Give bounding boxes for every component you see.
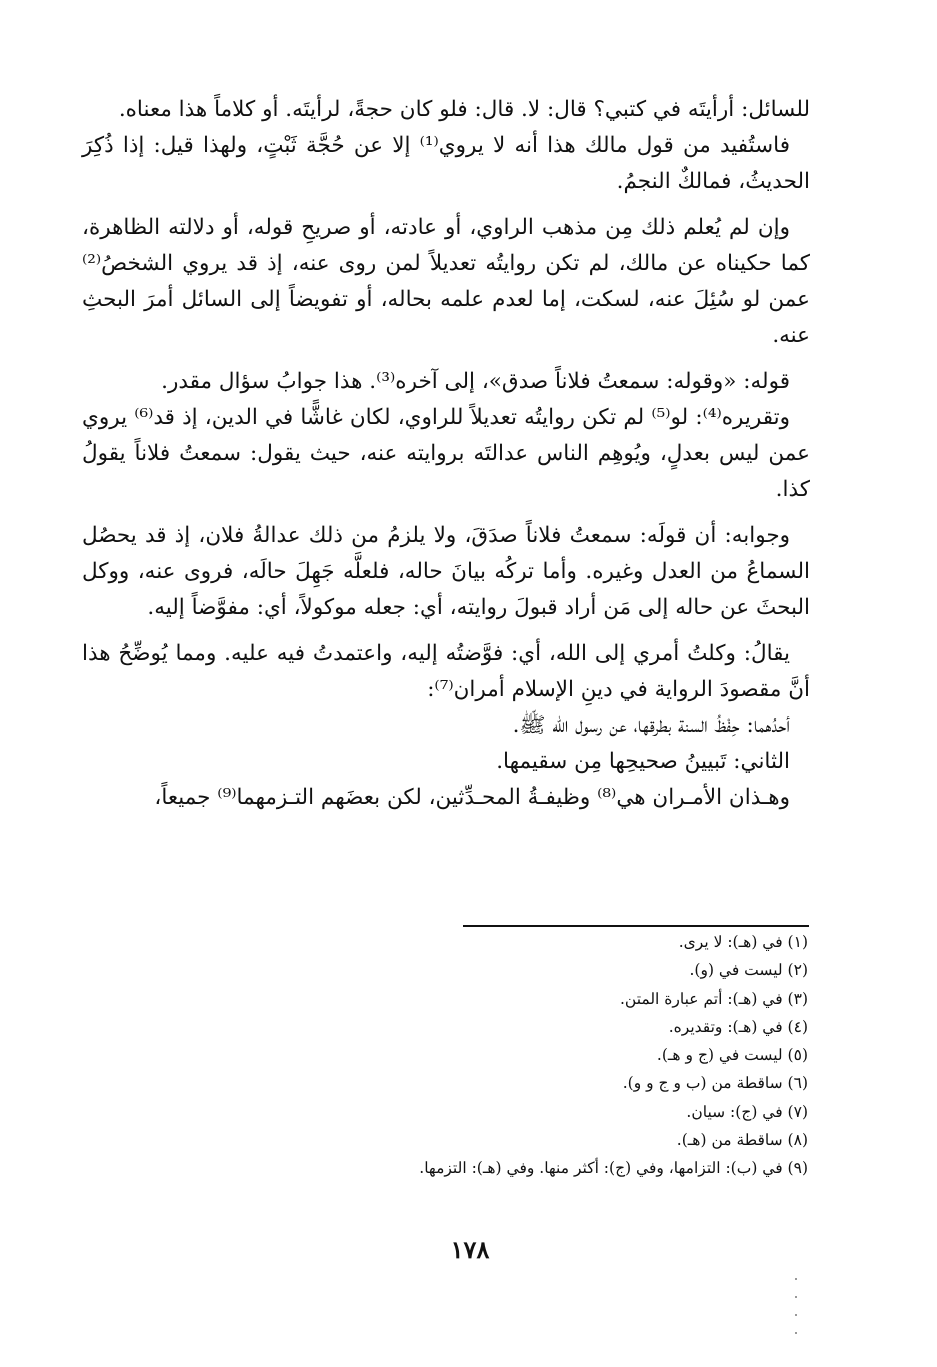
paragraph-10: وهـذان الأمـران هي⁽⁸⁾ وظيفـةُ المحـدِّثين، لكن بعضَهم التـزمهما⁽⁹⁾ جميعاً، [154, 785, 790, 810]
footnote-3: (٣) في (هـ): أتم عبارة المتن. [619, 989, 808, 1008]
paragraph-5: وتقريره⁽⁴⁾: لو⁽⁵⁾ لم تكن روايتُه تعديلاً للراوي، لكان غاشًّا في الدين، إذ قد⁽⁶⁾ يروي عمن ليس بعدلٍ، ويُوهِم الناس عدالتَه بروايته عنه، حيث يقول: سمعتُ فلاناً يقولُ كذا. [82, 405, 810, 502]
paragraph-3: وإن لم يُعلم ذلك مِن مذهب الراوي، أو عادته، أو صريحِ قوله، أو دلالته الظاهرة، كما حكيناه عن مالك، لم تكن روايتُه تعديلاً لمن روى عنه، إذ قد يروي الشخصُ⁽²⁾ عمن لو سُئِلَ عنه، لسكت، إما لعدم علمه بحاله، أو تفويضاً إلى السائل أمرَ البحثِ عنه. [82, 215, 810, 348]
paragraph-2: فاستُفيد من قول مالك هذا أنه لا يروي⁽¹⁾ إلا عن حُجَّة ثَبْتٍ، ولهذا قيل: إذا ذُكِرَ الحديثُ، فمالكٌ النجمُ. [82, 133, 810, 194]
paragraph-4: قوله: «وقوله: سمعتُ فلاناً صدق»، إلى آخره⁽³⁾. هذا جوابُ سؤال مقدر. [161, 369, 790, 394]
paragraph-7: يقالُ: وكلتُ أمري إلى الله، أي: فوَّضتُه إليه، واعتمدتُ فيه عليه. ومما يُوضِّحُ هذا أنَّ مقصودَ الرواية في دينِ الإسلام أمران⁽⁷⁾: [82, 641, 810, 702]
footnote-divider [463, 925, 809, 927]
paragraph-6: وجوابه: أن قولَه: سمعتُ فلاناً صدَقَ، ولا يلزمُ من ذلك عدالةُ فلان، إذ قد يحصُل السماعُ من العدل وغيره. وأما تركُه بيانَ حاله، فلعلَّه جَهِلَ حالَه، فروى عنه، ووكل البحثَ عن حاله إلى مَن أراد قبولَ روايته، أي: جعله موكولاً، أي: مفوَّضاً إليه. [82, 523, 810, 620]
scan-specks [793, 1278, 799, 1348]
paragraph-1: للسائل: أرأيتَه في كتبي؟ قال: لا. قال: فلو كان حجةً، لرأيتَه. أو كلاماً هذا معناه. [118, 97, 810, 122]
footnote-4: (٤) في (هـ): وتقديره. [668, 1017, 808, 1036]
main-text [82, 92, 810, 816]
footnote-9: (٩) في (ب): التزامها، وفي (ج): أكثر منها. وفي (هـ): التزمها. [419, 1159, 808, 1178]
footnote-1: (١) في (هـ): لا يرى. [678, 933, 808, 951]
footnote-2: (٢) ليست في (و). [689, 961, 808, 980]
page-number: ١٧٨ [450, 1235, 490, 1264]
footnote-7: (٧) في (ج): سيان. [686, 1102, 808, 1121]
footnote-8: (٨) ساقطة من (هـ). [676, 1131, 808, 1150]
footnote-5: (٥) ليست في (ج و هـ). [656, 1046, 808, 1065]
footnotes [240, 928, 808, 1183]
footnote-6: (٦) ساقطة من (ب و ج و و). [622, 1074, 808, 1093]
paragraph-9: الثاني: تَبيينُ صحيحِها مِن سقيمها. [496, 749, 790, 774]
paragraph-8: أحدُهما: حِفْظُ السنة بطرقها، عن رسول الله ﷺ. [512, 713, 790, 738]
